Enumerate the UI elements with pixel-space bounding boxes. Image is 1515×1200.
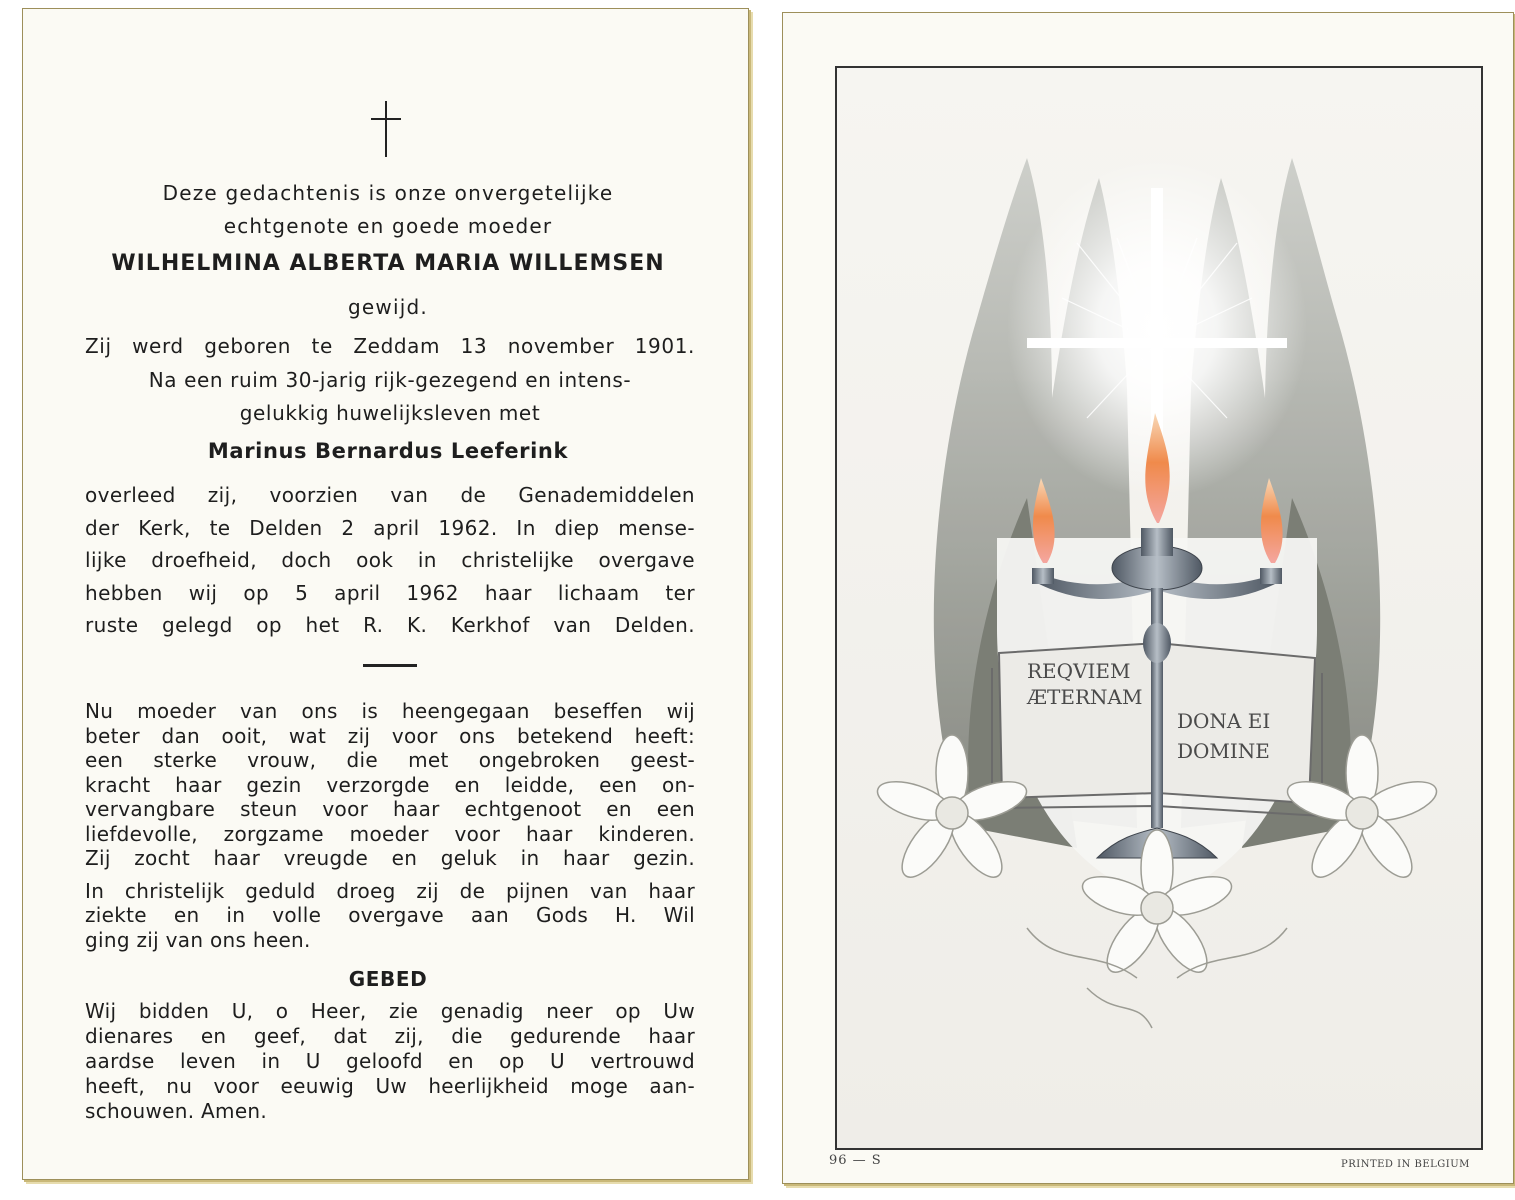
book-text-right-2: DOMINE xyxy=(1177,739,1270,763)
born-line: Zij werd geboren te Zeddam 13 november 1901. xyxy=(85,334,695,358)
death-line: hebben wij op 5 april 1962 haar lichaam ter xyxy=(85,580,695,605)
book-text-right-1: DONA EI xyxy=(1177,709,1271,733)
marriage-line-1: Na een ruim 30-jarig rijk-gezegend en intens- xyxy=(148,368,632,392)
tribute-line: liefdevolle, zorgzame moeder voor haar kinderen. xyxy=(85,821,695,846)
tribute-line: Nu moeder van ons is heengegaan beseffen wij xyxy=(85,699,695,723)
card-code: 96 — S xyxy=(829,1153,882,1168)
intro-line-2: echtgenote en goede moeder xyxy=(223,214,553,238)
intro-line-1: Deze gedachtenis is onze onvergetelijke xyxy=(162,181,614,205)
tribute-line: Zij zocht haar vreugde en geluk in haar gezin. xyxy=(85,846,695,870)
prayer-line: heeft, nu voor eeuwig Uw heerlijkheid moge aan- xyxy=(85,1074,695,1098)
right-card xyxy=(782,12,1514,1184)
tribute-paragraph xyxy=(85,699,695,952)
marriage-line-2: gelukkig huwelijksleven met xyxy=(239,401,541,425)
prayer-paragraph xyxy=(85,999,695,1124)
tribute-line: vervangbare steun voor haar echtgenoot en een xyxy=(85,797,695,821)
tribute-line: een sterke vrouw, die met ongebroken geest- xyxy=(85,748,695,772)
prayer-line: aardse leven in U geloofd en op U vertrouwd xyxy=(85,1049,695,1073)
cross-icon xyxy=(23,101,748,170)
printed-in-text: PRINTED IN BELGIUM xyxy=(1341,1159,1470,1170)
prayer-line: dienares en geef, dat zij, die gedurende haar xyxy=(85,1024,695,1048)
death-line: overleed zij, voorzien van de Genademiddelen xyxy=(85,483,695,507)
gewijd-text: gewijd. xyxy=(348,295,428,319)
death-line: ruste gelegd op het R. K. Kerkhof van Delden. xyxy=(85,613,695,637)
spouse-name: Marinus Bernardus Leeferink xyxy=(207,439,569,463)
death-paragraph xyxy=(85,479,695,642)
death-line: lijke droefheid, doch ook in christelijke overgave xyxy=(85,548,695,572)
deceased-name: WILHELMINA ALBERTA MARIA WILLEMSEN xyxy=(111,251,665,276)
death-line: der Kerk, te Delden 2 april 1962. In diep mense- xyxy=(85,515,695,540)
tribute-line: kracht haar gezin verzorgde en leidde, een on- xyxy=(85,772,695,797)
divider xyxy=(363,664,417,667)
tribute-line: beter dan ooit, wat zij voor ons betekend heeft: xyxy=(85,723,695,748)
devotional-illustration xyxy=(835,66,1483,1150)
book-text-left-2: ÆTERNAM xyxy=(1027,685,1143,709)
prayer-line: Wij bidden U, o Heer, zie genadig neer op Uw xyxy=(85,999,695,1023)
tribute-line: ziekte en in volle overgave aan Gods H. Wil xyxy=(85,903,695,927)
left-card xyxy=(22,8,749,1180)
book-text-left-1: REQVIEM xyxy=(1027,659,1131,683)
tribute-line: ging zij van ons heen. xyxy=(85,927,311,952)
prayer-line: schouwen. Amen. xyxy=(85,1099,268,1123)
illustration-svg xyxy=(837,68,1481,1148)
prayer-title: GEBED xyxy=(348,967,428,991)
tribute-line: In christelijk geduld droeg zij de pijnen van haar xyxy=(85,878,695,903)
